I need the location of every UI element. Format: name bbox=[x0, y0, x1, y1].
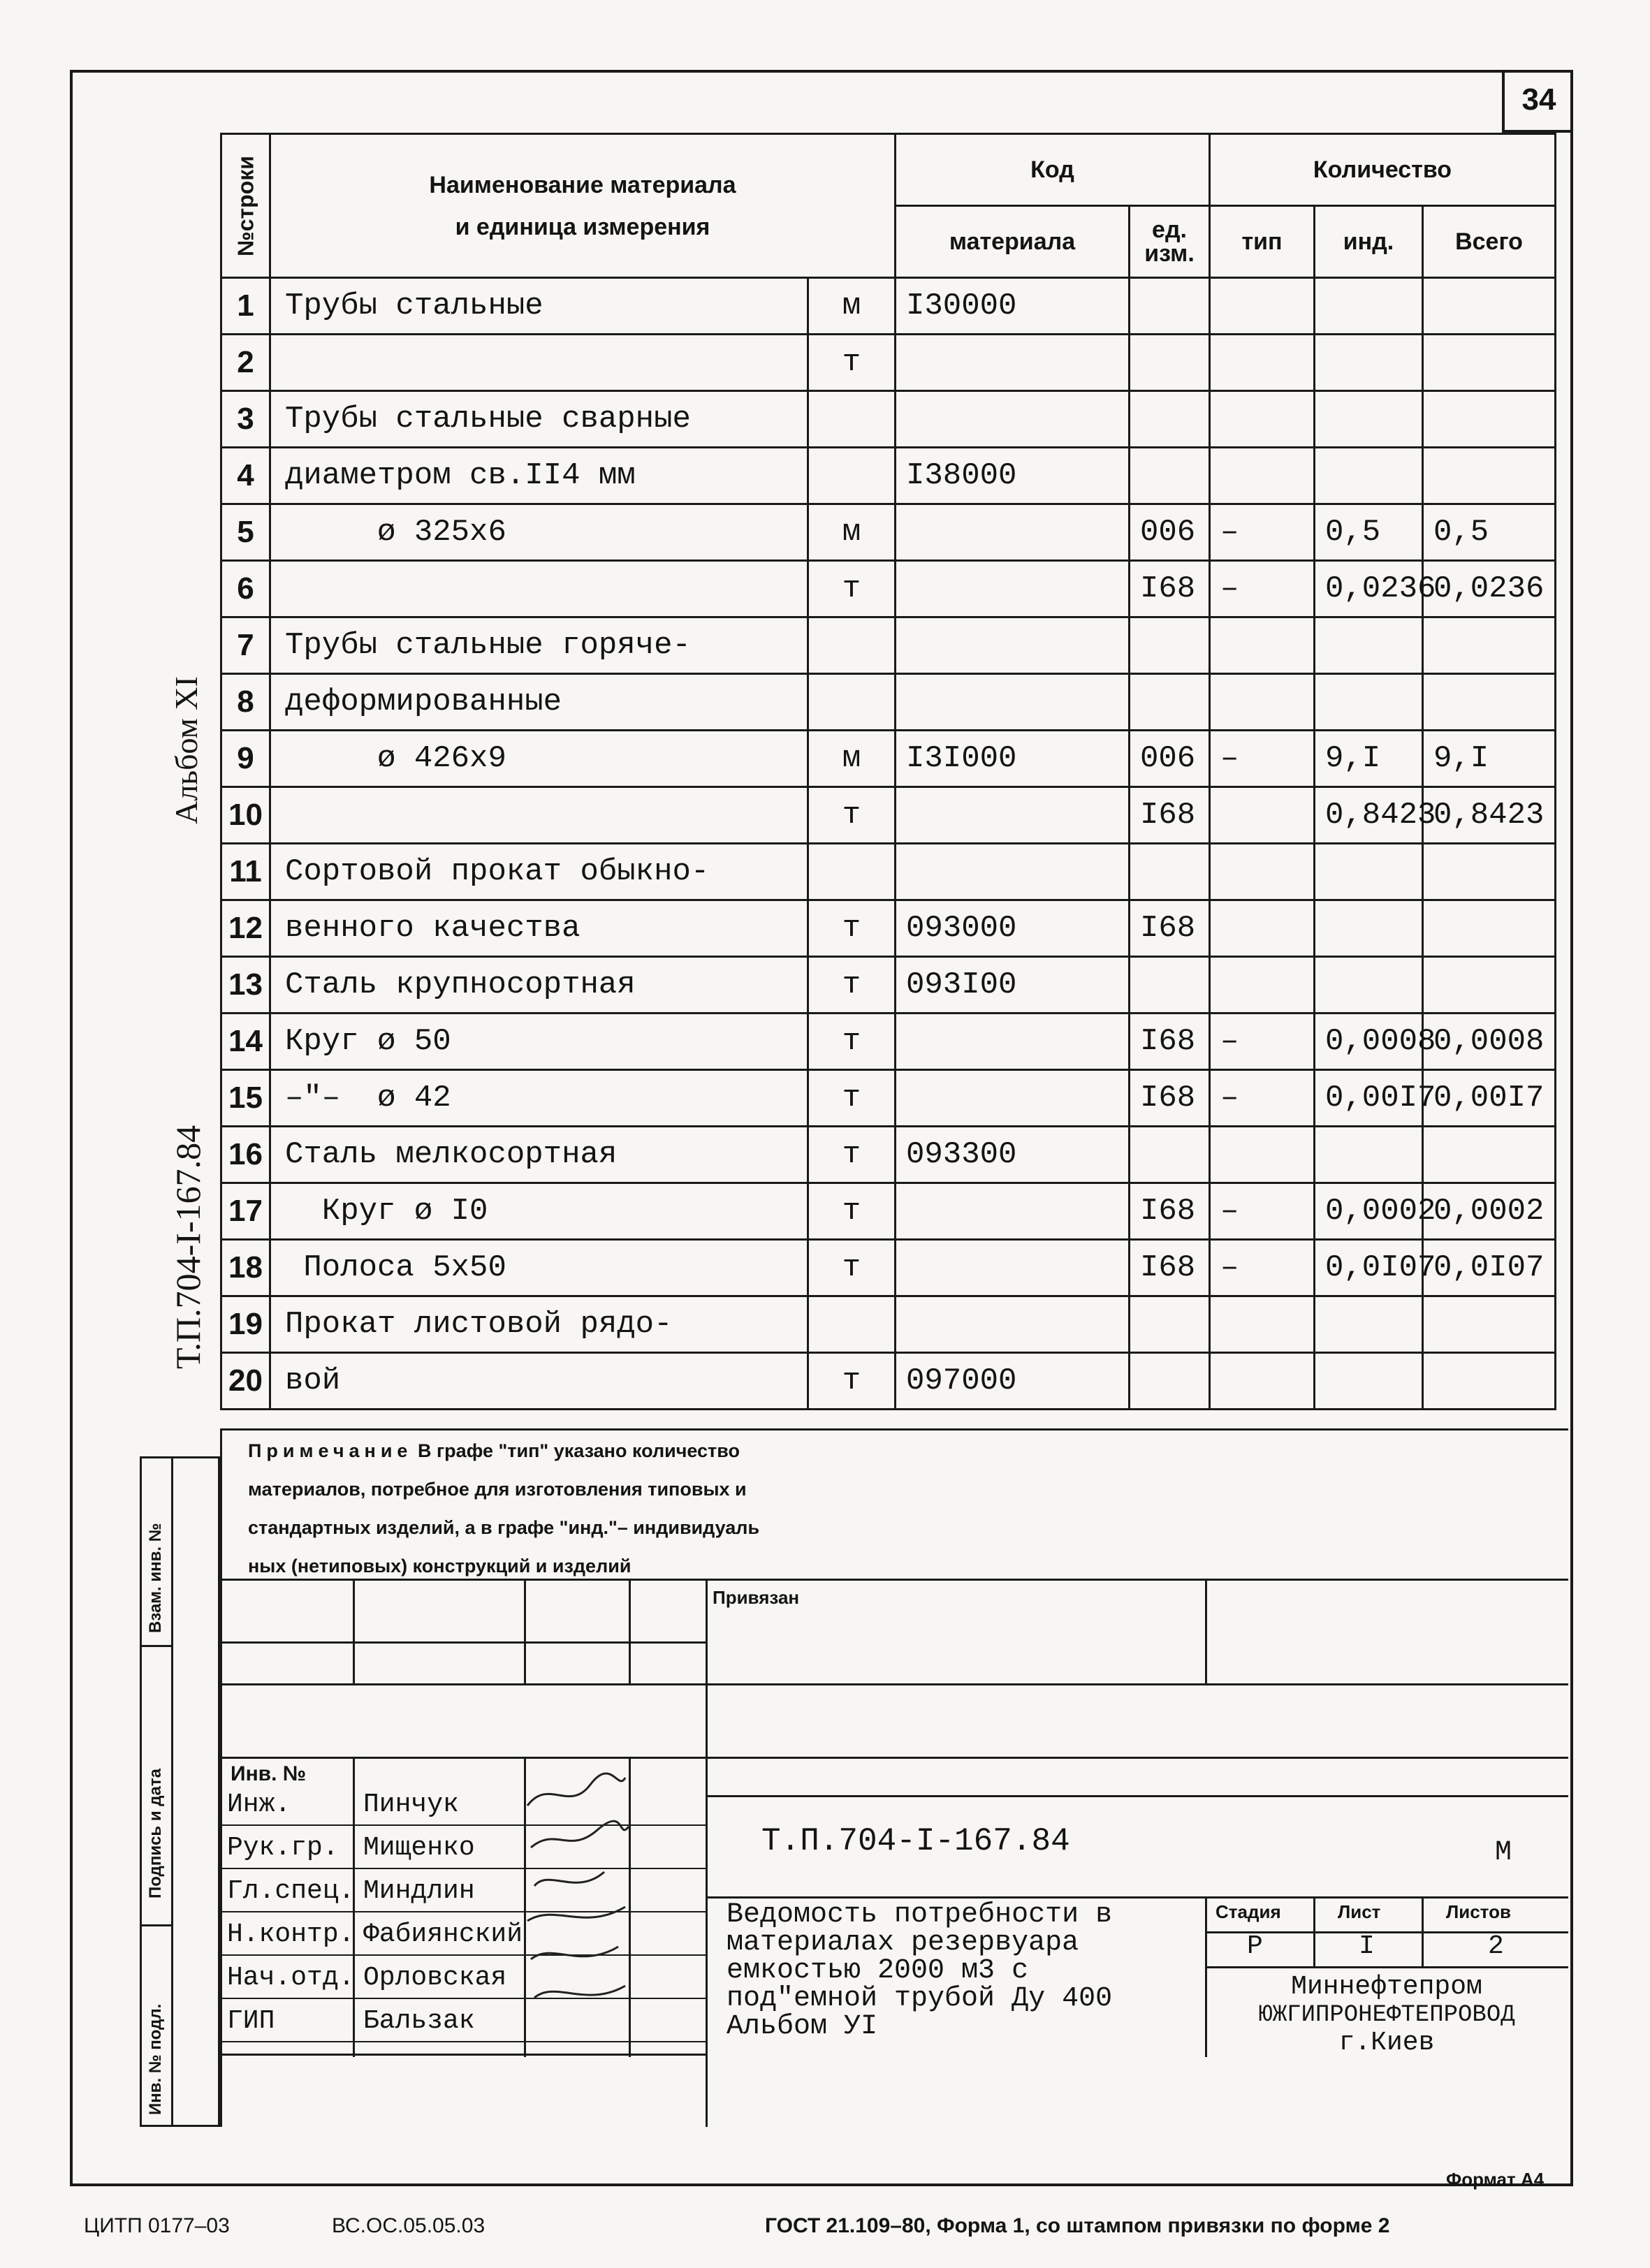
row-number: 9 bbox=[221, 731, 270, 787]
material-name: Прокат листовой рядо- bbox=[270, 1296, 808, 1353]
unit-code: I68 bbox=[1130, 561, 1210, 617]
ind-qty bbox=[1315, 1353, 1423, 1410]
stamp-cell-inv: Инв. № подл. bbox=[142, 1926, 173, 2127]
unit-code bbox=[1130, 278, 1210, 335]
footer-middle: ВС.ОС.05.05.03 bbox=[332, 2214, 485, 2237]
type-qty: – bbox=[1210, 731, 1315, 787]
stamp-letter: М bbox=[1495, 1837, 1512, 1868]
ind-qty bbox=[1315, 900, 1423, 957]
ind-qty: 0,0002 bbox=[1315, 1183, 1423, 1240]
table-row bbox=[221, 448, 1556, 504]
ind-qty bbox=[1315, 617, 1423, 674]
type-qty bbox=[1210, 844, 1315, 900]
type-qty: – bbox=[1210, 1240, 1315, 1296]
ind-qty bbox=[1315, 1296, 1423, 1353]
signatory-name: Пинчук bbox=[363, 1790, 459, 1820]
material-name: диаметром св.II4 мм bbox=[270, 448, 808, 504]
total-qty bbox=[1423, 391, 1556, 448]
document-title: Ведомость потребности в материалах резервуара емкостью 2000 м3 с под"емной трубой Ду 400 Альбом УI bbox=[727, 1899, 1113, 2042]
unit-code bbox=[1130, 1296, 1210, 1353]
sheet-label: Лист bbox=[1338, 1901, 1381, 1922]
row-number: 3 bbox=[221, 391, 270, 448]
table-row bbox=[221, 731, 1556, 787]
ind-qty: 0,0I07 bbox=[1315, 1240, 1423, 1296]
material-code bbox=[896, 1183, 1130, 1240]
unit-code: I68 bbox=[1130, 1070, 1210, 1127]
table-row bbox=[221, 1240, 1556, 1296]
unit: м bbox=[808, 731, 896, 787]
material-code bbox=[896, 674, 1130, 731]
material-code bbox=[896, 391, 1130, 448]
unit: т bbox=[808, 787, 896, 844]
footer-right: ГОСТ 21.109–80, Форма 1, со штампом привязки по форме 2 bbox=[765, 2214, 1390, 2237]
material-code bbox=[896, 561, 1130, 617]
stamp-cell-podpis: Подпись и дата bbox=[142, 1647, 173, 1926]
ind-qty: 0,5 bbox=[1315, 504, 1423, 561]
header-quantity: Количество bbox=[1210, 134, 1556, 206]
unit-code bbox=[1130, 1127, 1210, 1183]
ind-qty bbox=[1315, 335, 1423, 391]
signatory-role: Гл.спец. bbox=[227, 1876, 355, 1906]
sheets-value: 2 bbox=[1488, 1931, 1504, 1961]
unit bbox=[808, 391, 896, 448]
side-stamp bbox=[140, 1456, 220, 2127]
material-code bbox=[896, 1240, 1130, 1296]
note-line4: ных (нетиповых) конструкций и изделий bbox=[248, 1556, 631, 1576]
unit: т bbox=[808, 1014, 896, 1070]
unit bbox=[808, 1296, 896, 1353]
row-number: 7 bbox=[221, 617, 270, 674]
material-code: I38000 bbox=[896, 448, 1130, 504]
material-name bbox=[270, 787, 808, 844]
unit-code bbox=[1130, 957, 1210, 1014]
ind-qty: 0,0236 bbox=[1315, 561, 1423, 617]
total-qty bbox=[1423, 617, 1556, 674]
type-qty bbox=[1210, 1127, 1315, 1183]
row-number: 5 bbox=[221, 504, 270, 561]
ind-qty bbox=[1315, 391, 1423, 448]
note bbox=[248, 1432, 1436, 1586]
material-code bbox=[896, 1014, 1130, 1070]
unit: т bbox=[808, 1240, 896, 1296]
row-number: 12 bbox=[221, 900, 270, 957]
inv-no-label: Инв. № bbox=[231, 1762, 307, 1785]
row-number: 2 bbox=[221, 335, 270, 391]
total-qty bbox=[1423, 335, 1556, 391]
ind-qty: 0,8423 bbox=[1315, 787, 1423, 844]
signatory-role: Н.контр. bbox=[227, 1919, 355, 1949]
stamp-doc-code: Т.П.704-I-167.84 bbox=[761, 1823, 1070, 1859]
unit bbox=[808, 617, 896, 674]
material-code bbox=[896, 504, 1130, 561]
material-name: Полоса 5х50 bbox=[270, 1240, 808, 1296]
material-name: –"– ø 42 bbox=[270, 1070, 808, 1127]
unit: т bbox=[808, 957, 896, 1014]
signatory-name: Орловская bbox=[363, 1963, 507, 1993]
table-row bbox=[221, 1070, 1556, 1127]
material-code bbox=[896, 1296, 1130, 1353]
organization: Миннефтепром ЮЖГИПРОНЕФТЕПРОВОД г.Киев bbox=[1258, 1972, 1515, 2058]
unit: т bbox=[808, 900, 896, 957]
header-ind: инд. bbox=[1315, 206, 1423, 278]
unit-code bbox=[1130, 391, 1210, 448]
material-name: ø 426х9 bbox=[270, 731, 808, 787]
total-qty: 0,0236 bbox=[1423, 561, 1556, 617]
ind-qty: 9,I bbox=[1315, 731, 1423, 787]
unit: т bbox=[808, 561, 896, 617]
unit bbox=[808, 448, 896, 504]
signatory-role: Нач.отд. bbox=[227, 1963, 355, 1993]
type-qty: – bbox=[1210, 1070, 1315, 1127]
unit bbox=[808, 844, 896, 900]
ind-qty bbox=[1315, 674, 1423, 731]
total-qty bbox=[1423, 1127, 1556, 1183]
material-code: 093300 bbox=[896, 1127, 1130, 1183]
row-number: 11 bbox=[221, 844, 270, 900]
row-number: 8 bbox=[221, 674, 270, 731]
side-doc-number: Т.П.704-I-167.84 bbox=[168, 1125, 207, 1369]
album-label: Альбом XI bbox=[168, 676, 204, 824]
material-code bbox=[896, 844, 1130, 900]
total-qty: 0,5 bbox=[1423, 504, 1556, 561]
material-name: Круг ø 50 bbox=[270, 1014, 808, 1070]
material-name: вой bbox=[270, 1353, 808, 1410]
type-qty bbox=[1210, 674, 1315, 731]
total-qty bbox=[1423, 674, 1556, 731]
type-qty: – bbox=[1210, 504, 1315, 561]
note-line3: стандартных изделий, а в графе "инд."– индивидуаль bbox=[248, 1517, 760, 1538]
stage-value: Р bbox=[1247, 1931, 1263, 1961]
table-row bbox=[221, 1127, 1556, 1183]
total-qty: 9,I bbox=[1423, 731, 1556, 787]
unit-code bbox=[1130, 448, 1210, 504]
ind-qty bbox=[1315, 448, 1423, 504]
total-qty bbox=[1423, 448, 1556, 504]
unit-code bbox=[1130, 844, 1210, 900]
ind-qty bbox=[1315, 1127, 1423, 1183]
material-name: Сортовой прокат обыкно- bbox=[270, 844, 808, 900]
material-code bbox=[896, 1070, 1130, 1127]
unit-code: I68 bbox=[1130, 787, 1210, 844]
total-qty: 0,8423 bbox=[1423, 787, 1556, 844]
unit: м bbox=[808, 504, 896, 561]
type-qty bbox=[1210, 448, 1315, 504]
unit-code bbox=[1130, 674, 1210, 731]
unit-code: I68 bbox=[1130, 1014, 1210, 1070]
table-row bbox=[221, 1183, 1556, 1240]
material-name bbox=[270, 335, 808, 391]
footer-left: ЦИТП 0177–03 bbox=[84, 2214, 230, 2237]
material-code: 093000 bbox=[896, 900, 1130, 957]
type-qty bbox=[1210, 391, 1315, 448]
row-number: 15 bbox=[221, 1070, 270, 1127]
table-row bbox=[221, 787, 1556, 844]
format-label: Формат А4 bbox=[1446, 2169, 1545, 2190]
table-row bbox=[221, 1353, 1556, 1410]
table-row bbox=[221, 900, 1556, 957]
row-number: 19 bbox=[221, 1296, 270, 1353]
sheets-label: Листов bbox=[1446, 1901, 1511, 1922]
material-name: Сталь крупносортная bbox=[270, 957, 808, 1014]
unit: т bbox=[808, 1070, 896, 1127]
row-number: 1 bbox=[221, 278, 270, 335]
materials-table bbox=[220, 133, 1556, 1410]
note-line2: материалов, потребное для изготовления типовых и bbox=[248, 1479, 747, 1500]
header-total: Всего bbox=[1423, 206, 1556, 278]
total-qty: 0,0002 bbox=[1423, 1183, 1556, 1240]
material-code: 093I00 bbox=[896, 957, 1130, 1014]
total-qty bbox=[1423, 1353, 1556, 1410]
type-qty bbox=[1210, 335, 1315, 391]
table-row bbox=[221, 1014, 1556, 1070]
ind-qty bbox=[1315, 957, 1423, 1014]
type-qty bbox=[1210, 1296, 1315, 1353]
header-code: Код bbox=[896, 134, 1210, 206]
table-row bbox=[221, 844, 1556, 900]
total-qty: 0,0008 bbox=[1423, 1014, 1556, 1070]
row-number: 18 bbox=[221, 1240, 270, 1296]
page-number: 34 bbox=[1502, 70, 1573, 133]
ind-qty bbox=[1315, 844, 1423, 900]
ind-qty bbox=[1315, 278, 1423, 335]
total-qty: 0,00I7 bbox=[1423, 1070, 1556, 1127]
total-qty: 0,0I07 bbox=[1423, 1240, 1556, 1296]
material-code: I3I000 bbox=[896, 731, 1130, 787]
ind-qty: 0,0008 bbox=[1315, 1014, 1423, 1070]
table-row bbox=[221, 504, 1556, 561]
material-name bbox=[270, 561, 808, 617]
material-code: 097000 bbox=[896, 1353, 1130, 1410]
signatory-role: Инж. bbox=[227, 1790, 291, 1820]
signatory-name: Мищенко bbox=[363, 1833, 475, 1863]
material-name: венного качества bbox=[270, 900, 808, 957]
type-qty bbox=[1210, 957, 1315, 1014]
type-qty bbox=[1210, 617, 1315, 674]
unit-code bbox=[1130, 335, 1210, 391]
header-unit-code: ед. изм. bbox=[1130, 206, 1210, 278]
total-qty bbox=[1423, 957, 1556, 1014]
type-qty: – bbox=[1210, 561, 1315, 617]
row-number: 4 bbox=[221, 448, 270, 504]
type-qty bbox=[1210, 900, 1315, 957]
row-number: 10 bbox=[221, 787, 270, 844]
row-number: 13 bbox=[221, 957, 270, 1014]
stage-label: Стадия bbox=[1215, 1901, 1281, 1922]
signatory-name: Бальзак bbox=[363, 2006, 475, 2036]
material-name: Трубы стальные сварные bbox=[270, 391, 808, 448]
unit bbox=[808, 674, 896, 731]
material-name: ø 325х6 bbox=[270, 504, 808, 561]
unit-code: I68 bbox=[1130, 900, 1210, 957]
total-qty bbox=[1423, 1296, 1556, 1353]
material-name: деформированные bbox=[270, 674, 808, 731]
material-code bbox=[896, 617, 1130, 674]
signatory-role: Рук.гр. bbox=[227, 1833, 339, 1863]
row-number: 20 bbox=[221, 1353, 270, 1410]
unit: т bbox=[808, 1353, 896, 1410]
table-row bbox=[221, 1296, 1556, 1353]
table-row bbox=[221, 957, 1556, 1014]
unit: м bbox=[808, 278, 896, 335]
ind-qty: 0,00I7 bbox=[1315, 1070, 1423, 1127]
type-qty: – bbox=[1210, 1014, 1315, 1070]
sheet-value: I bbox=[1359, 1931, 1375, 1961]
table-row bbox=[221, 278, 1556, 335]
unit-code: I68 bbox=[1130, 1240, 1210, 1296]
material-name: Трубы стальные горяче- bbox=[270, 617, 808, 674]
header-type: тип bbox=[1210, 206, 1315, 278]
unit: т bbox=[808, 1127, 896, 1183]
type-qty bbox=[1210, 278, 1315, 335]
header-material: материала bbox=[896, 206, 1130, 278]
type-qty bbox=[1210, 1353, 1315, 1410]
header-row-no: №строки bbox=[221, 134, 270, 278]
signatory-name: Фабиянский bbox=[363, 1919, 523, 1949]
type-qty: – bbox=[1210, 1183, 1315, 1240]
type-qty bbox=[1210, 787, 1315, 844]
row-number: 17 bbox=[221, 1183, 270, 1240]
row-number: 14 bbox=[221, 1014, 270, 1070]
table-row bbox=[221, 391, 1556, 448]
table-row bbox=[221, 561, 1556, 617]
total-qty bbox=[1423, 278, 1556, 335]
header-name: Наименование материала и единица измерения bbox=[270, 134, 896, 278]
signatory-role: ГИП bbox=[227, 2006, 275, 2036]
note-title: Примечание bbox=[248, 1440, 413, 1461]
signatures-image bbox=[520, 1764, 632, 2057]
unit: т bbox=[808, 335, 896, 391]
material-name: Сталь мелкосортная bbox=[270, 1127, 808, 1183]
table-row bbox=[221, 335, 1556, 391]
unit-code: 006 bbox=[1130, 504, 1210, 561]
row-number: 16 bbox=[221, 1127, 270, 1183]
material-name: Круг ø I0 bbox=[270, 1183, 808, 1240]
total-qty bbox=[1423, 844, 1556, 900]
unit-code bbox=[1130, 1353, 1210, 1410]
material-code: I30000 bbox=[896, 278, 1130, 335]
material-code bbox=[896, 335, 1130, 391]
table-row bbox=[221, 674, 1556, 731]
table-row bbox=[221, 617, 1556, 674]
total-qty bbox=[1423, 900, 1556, 957]
material-code bbox=[896, 787, 1130, 844]
unit-code: 006 bbox=[1130, 731, 1210, 787]
unit: т bbox=[808, 1183, 896, 1240]
unit-code bbox=[1130, 617, 1210, 674]
privyazan-label: Привязан bbox=[713, 1587, 800, 1608]
signatory-name: Миндлин bbox=[363, 1876, 475, 1906]
row-number: 6 bbox=[221, 561, 270, 617]
material-name: Трубы стальные bbox=[270, 278, 808, 335]
unit-code: I68 bbox=[1130, 1183, 1210, 1240]
note-line1: В графе "тип" указано количество bbox=[412, 1440, 740, 1461]
stamp-cell-vzam: Взам. инв. № bbox=[142, 1458, 173, 1647]
